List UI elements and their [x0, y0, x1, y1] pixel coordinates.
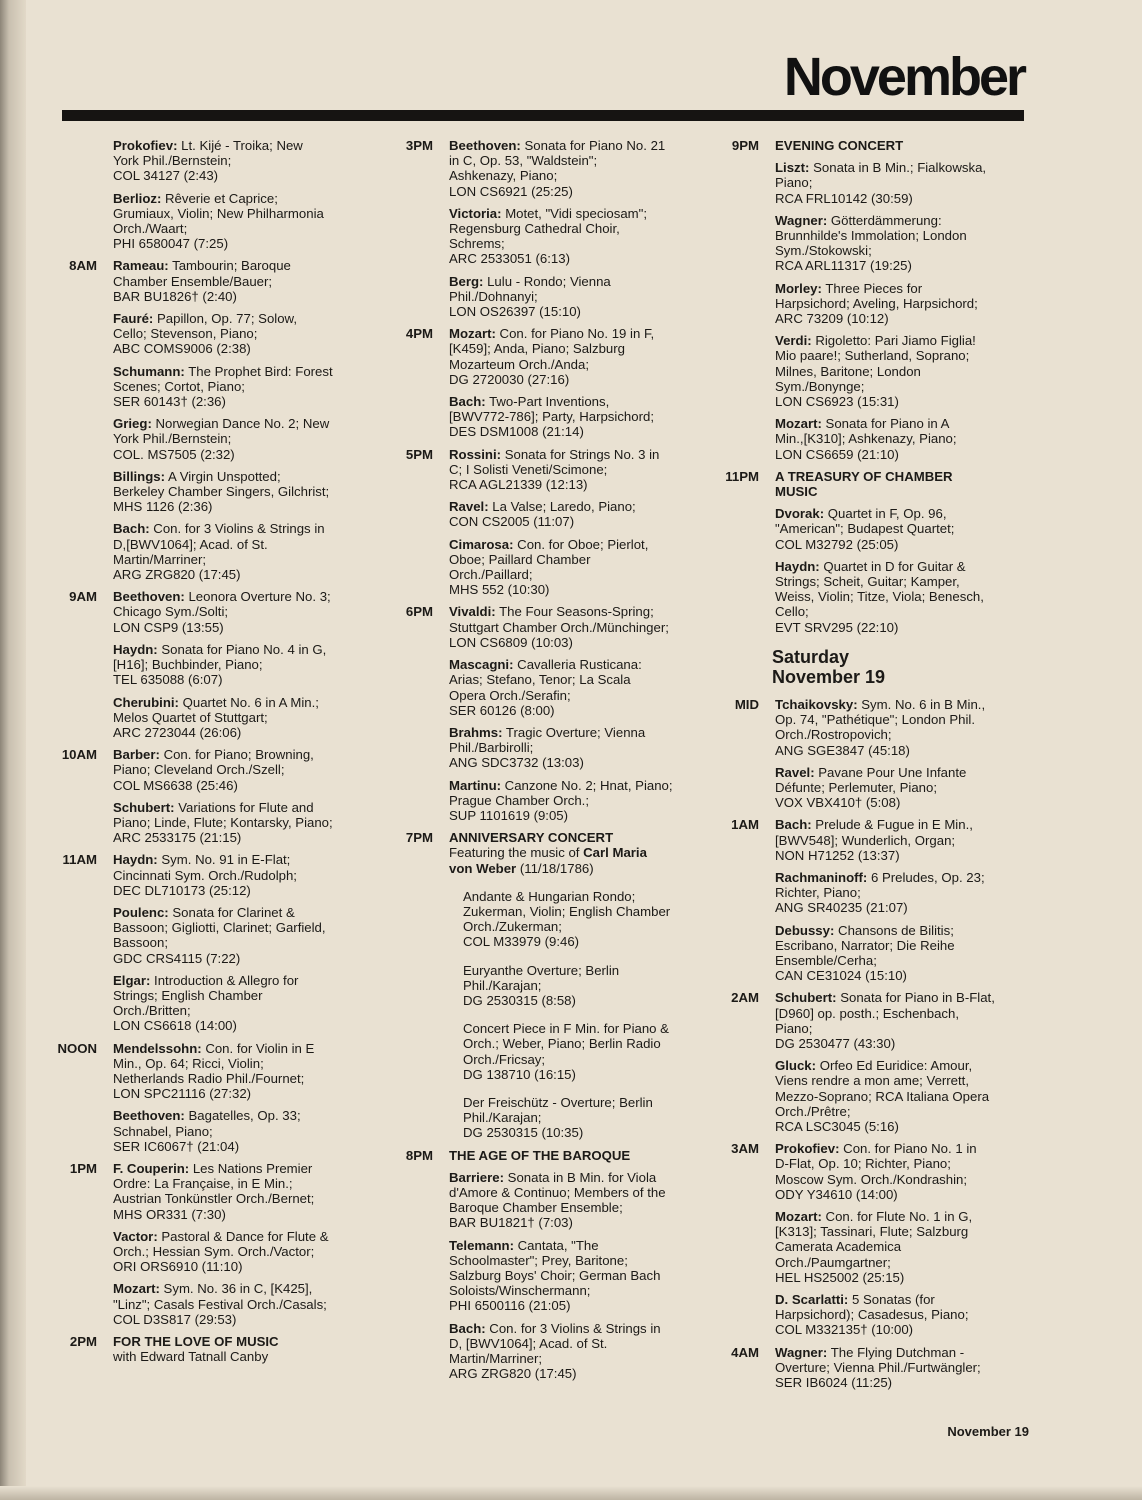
program-text — [449, 1238, 704, 1314]
program-text — [775, 1345, 1028, 1391]
time-slot: 3PM — [405, 138, 433, 153]
program-entry — [56, 191, 366, 252]
program-text — [449, 447, 704, 493]
composer-name: Vivaldi: — [449, 604, 496, 620]
program-details: Con. for 3 Violins & Strings in D, [BWV1064]; Acad. of St. Martin/Marriner; ARG ZRG820 (17:45) — [449, 1320, 661, 1382]
time-slot: 2PM — [69, 1334, 97, 1350]
program-text — [449, 1021, 704, 1082]
page-bottom-edge — [0, 1486, 1142, 1500]
composer-name: Tchaikovsky: — [775, 696, 858, 712]
program-details: with Edward Tatnall Canby — [113, 1349, 269, 1365]
time-slot: 11PM — [725, 468, 759, 484]
composer-name: Billings: — [113, 468, 166, 484]
program-details: Rigoletto: Pari Jiamo Figlia! Mio paare!; Sutherland, Soprano; Milnes, Baritone; London Sym./Bonynge; LON CS6923 (15:31) — [775, 333, 976, 410]
composer-name: Berg: — [449, 273, 484, 289]
program-details: Two-Part Inventions, [BWV772-786]; Party, Harpsichord; DES DSM1008 (21:14) — [449, 394, 654, 440]
program-details: A Virgin Unspotted; Berkeley Chamber Singers, Gilchrist; MHS 1126 (2:36) — [113, 468, 330, 515]
program-entry — [56, 416, 366, 462]
program-entry — [56, 1229, 366, 1275]
composer-name: Berlioz: — [113, 190, 162, 206]
program-entry — [392, 957, 704, 1009]
program-details: Bagatelles, Op. 33; Schnabel, Piano; SER IC6067† (21:04) — [113, 1108, 301, 1154]
composer-name: FOR THE LOVE OF MUSIC — [113, 1334, 279, 1350]
composer-name: Dvorak: — [775, 506, 825, 522]
program-entry — [392, 883, 704, 950]
program-details: Canzone No. 2; Hnat, Piano; Prague Chamber Orch.; SUP 1101619 (9:05) — [449, 777, 673, 823]
composer-name: Haydn: — [775, 558, 820, 574]
program-entry — [56, 852, 366, 898]
time-slot: 1PM — [69, 1160, 97, 1176]
program-text — [449, 1095, 704, 1141]
composer-name: F. Couperin: — [113, 1160, 190, 1176]
time-slot: 9AM — [69, 589, 97, 605]
program-entry — [392, 447, 704, 493]
composer-name: Mozart: — [449, 326, 496, 342]
composer-name: Bach: — [775, 817, 812, 833]
program-entry — [718, 923, 1028, 984]
day-heading: Saturday November 19 — [772, 646, 886, 687]
program-entry — [392, 499, 704, 529]
program-entry — [392, 725, 704, 771]
program-text — [113, 191, 366, 252]
program-entry — [718, 1209, 1028, 1285]
composer-name: D. Scarlatti: — [775, 1292, 849, 1307]
composer-name: Brahms: — [449, 724, 503, 740]
composer-name: Cimarosa: — [449, 536, 514, 552]
program-text — [775, 160, 1028, 206]
time-slot: 6PM — [405, 604, 433, 620]
program-entry — [56, 1108, 366, 1154]
program-text — [449, 1321, 704, 1382]
composer-name: THE AGE OF THE BAROQUE — [449, 1147, 631, 1163]
program-entry — [392, 394, 704, 440]
composer-name: Debussy: — [775, 922, 835, 938]
composer-name: Wagner: — [775, 1344, 828, 1360]
program-entry — [718, 990, 1028, 1051]
schedule-column-1 — [56, 138, 366, 1371]
time-slot: 2AM — [731, 990, 759, 1006]
composer-name: ANNIVERSARY CONCERT — [449, 830, 614, 846]
program-entry — [392, 1148, 704, 1163]
program-entry — [56, 258, 366, 304]
program-text — [449, 326, 704, 387]
composer-name: Ravel: — [775, 764, 815, 780]
program-entry — [56, 1161, 366, 1222]
program-entry — [392, 778, 704, 824]
time-slot: 4PM — [405, 326, 433, 342]
program-text — [775, 697, 1028, 758]
program-text — [113, 905, 366, 966]
composer-name: Beethoven: — [113, 589, 185, 605]
program-text — [113, 747, 366, 793]
program-text — [449, 138, 704, 199]
program-entry — [392, 274, 704, 320]
program-details: Sonata for Clarinet & Bassoon; Gigliotti, Clarinet; Garfield, Bassoon; GDC CRS4115 (7:22) — [113, 904, 326, 966]
program-details: 6 Preludes, Op. 23; Richter, Piano; ANG SR40235 (21:07) — [775, 869, 985, 916]
program-text — [113, 1334, 366, 1364]
program-details: Pastoral & Dance for Flute & Orch.; Hessian Sym. Orch./Vactor; ORI ORS6910 (11:10) — [113, 1228, 329, 1275]
program-details: (11/18/1786) — [516, 860, 594, 876]
header-rule — [62, 110, 1024, 121]
program-text — [113, 364, 366, 410]
program-text — [775, 213, 1028, 274]
program-text — [775, 138, 1028, 153]
program-text — [775, 1141, 1028, 1202]
program-entry — [56, 138, 366, 184]
composer-name: Poulenc: — [113, 904, 169, 920]
composer-name: Schubert: — [113, 799, 175, 815]
composer-name: A TREASURY OF CHAMBER MUSIC — [775, 468, 953, 500]
program-text — [775, 1058, 1028, 1134]
program-text — [449, 778, 704, 824]
composer-name: Bach: — [449, 1320, 486, 1336]
composer-name: Schumann: — [113, 363, 185, 379]
composer-name: Mascagni: — [449, 657, 514, 673]
program-details: Sonata in B Min.; Fialkowska, Piano; RCA FRL10142 (30:59) — [775, 160, 987, 206]
program-text — [113, 973, 366, 1034]
program-text — [449, 537, 704, 598]
program-entry — [718, 469, 1028, 499]
program-text — [113, 311, 366, 357]
program-text — [775, 923, 1028, 984]
composer-name: Fauré: — [113, 311, 154, 327]
program-text — [775, 990, 1028, 1051]
program-details: Sonata for Piano No. 4 in G, [H16]; Buchbinder, Piano; TEL 635088 (6:07) — [113, 641, 327, 688]
composer-name: Elgar: — [113, 972, 151, 988]
program-entry — [718, 870, 1028, 916]
program-entry — [392, 657, 704, 718]
program-entry — [56, 1281, 366, 1327]
time-slot: NOON — [57, 1040, 97, 1056]
composer-name: Barber: — [113, 747, 160, 763]
program-details: The Prophet Bird: Forest Scenes; Cortot, Piano; SER 60143† (2:36) — [113, 363, 333, 410]
program-text — [775, 506, 1028, 552]
program-entry — [392, 830, 704, 876]
program-details: Lulu - Rondo; Vienna Phil./Dohnanyi; LON OS26397 (15:10) — [449, 273, 611, 320]
composer-name: Wagner: — [775, 212, 828, 228]
composer-name: Grieg: — [113, 416, 152, 432]
program-details: Götterdämmerung: Brunnhilde's Immolation; London Sym./Stokowski; RCA ARL11317 (19:25) — [775, 212, 967, 274]
program-details: Tragic Overture; Vienna Phil./Barbirolli; ANG SDC3732 (13:03) — [449, 724, 646, 771]
program-entry — [392, 138, 704, 199]
program-text — [449, 499, 704, 529]
composer-name: Mozart: — [775, 416, 822, 432]
program-text — [113, 416, 366, 462]
program-entry — [56, 695, 366, 741]
program-details: Cavalleria Rusticana: Arias; Stefano, Tenor; La Scala Opera Orch./Serafin; SER 60126 (8:00) — [449, 657, 642, 718]
program-text — [113, 642, 366, 688]
program-text — [113, 1108, 366, 1154]
program-details: Quartet in D for Guitar & Strings; Scheit, Guitar; Kamper, Weiss, Violin; Titze, Viola; Benesch, Cello; EVT SRV295 (22:10) — [775, 558, 984, 635]
program-entry — [392, 1089, 704, 1141]
composer-name: Telemann: — [449, 1237, 514, 1253]
program-text — [775, 333, 1028, 409]
schedule-column-3-friday — [718, 138, 1028, 635]
program-text — [113, 469, 366, 515]
program-details: Variations for Flute and Piano; Linde, Flute; Kontarsky, Piano; ARC 2533175 (21:15) — [113, 799, 333, 846]
page-binding-edge — [0, 0, 26, 1500]
composer-name: Victoria: — [449, 205, 502, 221]
program-text — [449, 1148, 704, 1163]
program-details: Sym. No. 36 in C, [K425], "Linz"; Casals Festival Orch./Casals; COL D3S817 (29:53) — [113, 1281, 327, 1327]
program-entry — [392, 604, 704, 650]
program-text — [775, 559, 1028, 635]
program-entry — [56, 800, 366, 846]
time-slot: 8AM — [69, 258, 97, 274]
program-details: Orfeo Ed Euridice: Amour, Viens rendre a mon ame; Verrett, Mezzo-Soprano; RCA Italiana Opera Orch./Prêtre; RCA LSC3045 (5:16) — [775, 1058, 990, 1134]
program-details: Con. for Piano No. 1 in D-Flat, Op. 10; Richter, Piano; Moscow Sym. Orch./Kondrashin; ODY Y34610 (14:00) — [775, 1141, 977, 1202]
composer-name: EVENING CONCERT — [775, 138, 904, 153]
program-text — [113, 1229, 366, 1275]
program-details: Sonata for Strings No. 3 in C; I Solisti Veneti/Scimone; RCA AGL21339 (12:13) — [449, 446, 660, 493]
program-entry — [718, 281, 1028, 327]
program-details: Leonora Overture No. 3; Chicago Sym./Solti; LON CSP9 (13:55) — [113, 589, 331, 635]
program-details: La Valse; Laredo, Piano; CON CS2005 (11:07) — [449, 499, 636, 530]
program-details: Concert Piece in F Min. for Piano & Orch.; Weber, Piano; Berlin Radio Orch./Fricsay; DG 138710 (16:15) — [463, 1021, 669, 1082]
time-slot: MID — [734, 696, 759, 712]
program-text — [449, 725, 704, 771]
program-text — [775, 416, 1028, 462]
program-entry — [718, 1141, 1028, 1202]
program-details: Papillon, Op. 77; Solow, Cello; Stevenson, Piano; ABC COMS9006 (2:38) — [113, 311, 297, 357]
program-entry — [718, 416, 1028, 462]
program-text — [113, 852, 366, 898]
program-details: Sonata for Piano in A Min.,[K310]; Ashkenazy, Piano; LON CS6659 (21:10) — [775, 416, 957, 462]
composer-name: Vactor: — [113, 1228, 158, 1244]
page-footer: November 19 — [947, 1424, 1029, 1439]
program-text — [449, 830, 704, 876]
program-details: Les Nations Premier Ordre: La Française, in E Min.; Austrian Tonkünstler Orch./Bernet; MHS OR331 (7:30) — [113, 1160, 315, 1222]
composer-name: Schubert: — [775, 990, 837, 1006]
composer-name: Haydn: — [113, 641, 158, 657]
program-text — [775, 765, 1028, 811]
program-text — [775, 469, 1028, 499]
schedule-column-3-saturday — [718, 697, 1028, 1390]
featured-composer: Carl Maria von Weber — [449, 845, 647, 876]
time-slot: 3AM — [731, 1141, 759, 1157]
program-details: Con. for Oboe; Pierlot, Oboe; Paillard Chamber Orch./Paillard; MHS 552 (10:30) — [449, 536, 649, 598]
composer-name: Bach: — [113, 521, 150, 537]
program-entry — [56, 642, 366, 688]
program-entry — [56, 589, 366, 635]
composer-name: Cherubini: — [113, 694, 179, 710]
program-details: Sym. No. 6 in B Min., Op. 74, "Pathétique"; London Phil. Orch./Rostropovich; ANG SGE3847 (45:18) — [775, 696, 986, 758]
program-details: Andante & Hungarian Rondo; Zukerman, Violin; English Chamber Orch./Zukerman; COL M33979 (9:46) — [463, 888, 671, 950]
time-slot: 9PM — [731, 138, 759, 153]
composer-name: Bach: — [449, 394, 486, 410]
composer-name: Mozart: — [113, 1281, 160, 1297]
page-title: November — [783, 47, 1024, 107]
program-entry — [718, 1292, 1028, 1338]
program-details: Sonata for Piano in B-Flat, [D960] op. posth.; Eschenbach, Piano; DG 2530477 (43:30) — [775, 990, 995, 1051]
program-entry — [718, 160, 1028, 206]
program-details: Motet, "Vidi speciosam"; Regensburg Cathedral Choir, Schrems; ARC 2533051 (6:13) — [449, 205, 647, 267]
program-entry — [718, 506, 1028, 552]
program-details: Con. for 3 Violins & Strings in D,[BWV1064]; Acad. of St. Martin/Marriner; ARG ZRG820 (17:45) — [113, 521, 325, 583]
composer-name: Mozart: — [775, 1208, 822, 1224]
program-details: Norwegian Dance No. 2; New York Phil./Bernstein; COL. MS7505 (2:32) — [113, 416, 330, 462]
composer-name: Rossini: — [449, 446, 502, 462]
composer-name: Prokofiev: — [113, 138, 178, 153]
program-text — [775, 817, 1028, 863]
program-details: Lt. Kijé - Troika; New York Phil./Bernstein; COL 34127 (2:43) — [113, 138, 303, 184]
program-text — [449, 657, 704, 718]
program-text — [113, 138, 366, 184]
composer-name: Liszt: — [775, 160, 810, 176]
program-details: Con. for Piano No. 19 in F, [K459]; Anda, Piano; Salzburg Mozarteum Orch./Anda; DG 2720030 (27:16) — [449, 326, 655, 387]
program-details: Featuring the music of — [449, 845, 580, 861]
time-slot: 11AM — [62, 852, 97, 868]
program-entry — [56, 364, 366, 410]
program-details: The Four Seasons-Spring; Stuttgart Chamber Orch./Münchinger; LON CS6809 (10:03) — [449, 604, 669, 650]
program-entry — [56, 1334, 366, 1364]
program-entry — [392, 206, 704, 267]
program-details: Cantata, "The Schoolmaster"; Prey, Baritone; Salzburg Boys' Choir; German Bach Soloists/Winschermann; PHI 6500116 (21:05) — [449, 1237, 661, 1314]
composer-name: Beethoven: — [113, 1108, 185, 1124]
program-entry — [392, 326, 704, 387]
program-entry — [718, 559, 1028, 635]
program-text — [113, 1041, 366, 1102]
program-entry — [392, 1015, 704, 1082]
program-entry — [56, 311, 366, 357]
program-details: Quartet No. 6 in A Min.; Melos Quartet of Stuttgart; ARC 2723044 (26:06) — [113, 694, 319, 740]
program-entry — [718, 765, 1028, 811]
program-details: Con. for Violin in E Min., Op. 64; Ricci, Violin; Netherlands Radio Phil./Fournet; LON SPC21116 (27:32) — [113, 1040, 315, 1102]
program-text — [113, 1161, 366, 1222]
program-entry — [392, 1321, 704, 1382]
composer-name: Mendelssohn: — [113, 1040, 202, 1056]
composer-name: Rachmaninoff: — [775, 869, 868, 885]
composer-name: Haydn: — [113, 852, 158, 868]
program-text — [449, 604, 704, 650]
schedule-column-3 — [718, 138, 1028, 1397]
composer-name: Barriere: — [449, 1169, 504, 1185]
program-entry — [56, 521, 366, 582]
time-slot: 1AM — [731, 817, 759, 833]
program-entry — [718, 1058, 1028, 1134]
time-slot: 4AM — [731, 1344, 759, 1360]
composer-name: Verdi: — [775, 333, 812, 349]
program-details: Sonata for Piano No. 21 in C, Op. 53, "Waldstein"; Ashkenazy, Piano; LON CS6921 (25:25) — [449, 138, 666, 199]
program-details: Tambourin; Baroque Chamber Ensemble/Bauer; BAR BU1826† (2:40) — [113, 258, 291, 304]
program-text — [449, 889, 704, 950]
program-details: Sonata in B Min. for Viola d'Amore & Continuo; Members of the Baroque Chamber Ensemble; BAR BU1821† (7:03) — [449, 1169, 666, 1231]
program-entry — [392, 1238, 704, 1314]
program-text — [775, 870, 1028, 916]
program-details: Pavane Pour Une Infante Défunte; Perlemuter, Piano; VOX VBX410† (5:08) — [775, 764, 967, 811]
program-entry — [56, 747, 366, 793]
composer-name: Prokofiev: — [775, 1141, 840, 1157]
program-text — [449, 206, 704, 267]
program-text — [449, 394, 704, 440]
program-text — [775, 281, 1028, 327]
program-details: Quartet in F, Op. 96, "American"; Budapest Quartet; COL M32792 (25:05) — [775, 506, 955, 552]
time-slot: 7PM — [405, 830, 433, 846]
time-slot: 8PM — [405, 1147, 433, 1163]
program-details: Con. for Piano; Browning, Piano; Cleveland Orch./Szell; COL MS6638 (25:46) — [113, 747, 314, 793]
time-slot: 10AM — [61, 747, 97, 763]
composer-name: Morley: — [775, 280, 822, 296]
time-slot: 5PM — [405, 446, 433, 462]
program-text — [113, 521, 366, 582]
program-details: Prelude & Fugue in E Min., [BWV548]; Wunderlich, Organ; NON H71252 (13:37) — [775, 817, 973, 863]
program-text — [113, 1281, 366, 1327]
program-entry — [718, 817, 1028, 863]
program-entry — [56, 973, 366, 1034]
program-entry — [718, 1345, 1028, 1391]
program-entry — [718, 333, 1028, 409]
program-details: Introduction & Allegro for Strings; English Chamber Orch./Britten; LON CS6618 (14:00) — [113, 972, 299, 1034]
composer-name: Martinu: — [449, 777, 502, 793]
program-entry — [718, 213, 1028, 274]
program-text — [449, 1170, 704, 1231]
program-entry — [392, 1170, 704, 1231]
program-details: Three Pieces for Harpsichord; Aveling, Harpsichord; ARC 73209 (10:12) — [775, 280, 978, 327]
program-details: 5 Sonatas (for Harpsichord); Casadesus, Piano; COL M332135† (10:00) — [775, 1292, 969, 1338]
program-text — [113, 695, 366, 741]
program-entry — [718, 697, 1028, 758]
program-text — [449, 274, 704, 320]
program-entry — [56, 905, 366, 966]
program-entry — [56, 1041, 366, 1102]
program-details: Euryanthe Overture; Berlin Phil./Karajan; DG 2530315 (8:58) — [463, 962, 620, 1008]
program-details: Rêverie et Caprice; Grumiaux, Violin; New Philharmonia Orch./Waart; PHI 6580047 (7:25) — [113, 190, 324, 252]
program-details: Sym. No. 91 in E-Flat; Cincinnati Sym. Orch./Rudolph; DEC DL710173 (25:12) — [113, 852, 297, 898]
composer-name: Rameau: — [113, 258, 169, 274]
program-text — [113, 800, 366, 846]
program-entry — [392, 537, 704, 598]
program-details: The Flying Dutchman - Overture; Vienna Phil./Furtwängler; SER IB6024 (11:25) — [775, 1344, 981, 1391]
program-entry — [56, 469, 366, 515]
program-text — [775, 1209, 1028, 1285]
composer-name: Ravel: — [449, 499, 489, 515]
schedule-column-2 — [392, 138, 704, 1388]
composer-name: Beethoven: — [449, 138, 521, 153]
program-text — [449, 963, 704, 1009]
program-text — [775, 1292, 1028, 1338]
composer-name: Gluck: — [775, 1058, 817, 1074]
program-details: Con. for Flute No. 1 in G, [K313]; Tassinari, Flute; Salzburg Camerata Academica Orch./Paumgartner; HEL HS25002 (25:15) — [775, 1208, 973, 1285]
program-details: Chansons de Bilitis; Escribano, Narrator; Die Reihe Ensemble/Cerha; CAN CE31024 (15:10) — [775, 922, 955, 984]
program-text — [113, 589, 366, 635]
program-entry — [718, 138, 1028, 153]
program-details: Der Freischütz - Overture; Berlin Phil./Karajan; DG 2530315 (10:35) — [463, 1094, 653, 1141]
program-text — [113, 258, 366, 304]
